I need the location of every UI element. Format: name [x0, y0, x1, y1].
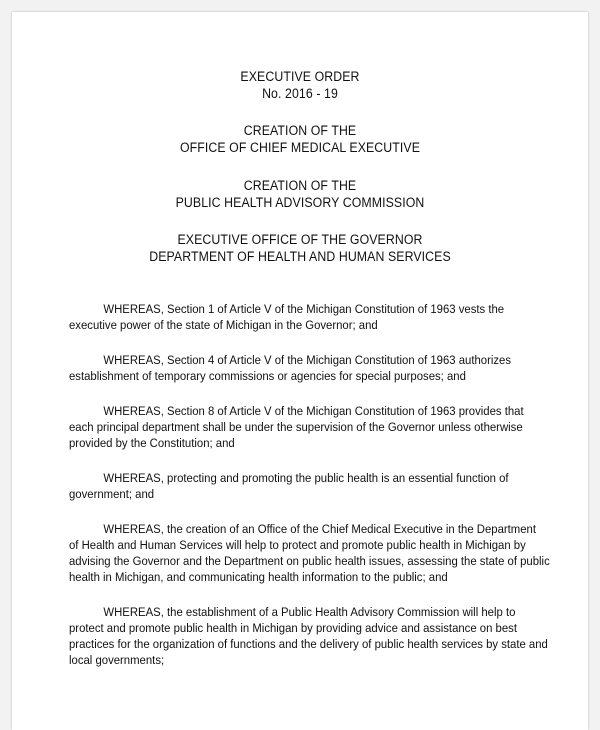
whereas-paragraph	[69, 521, 550, 585]
heading-line: DEPARTMENT OF HEALTH AND HUMAN SERVICES	[149, 249, 451, 264]
whereas-paragraph	[69, 604, 548, 668]
heading-line: PUBLIC HEALTH ADVISORY COMMISSION	[175, 195, 425, 210]
paragraph-line: of Health and Human Services will help to protect and promote public health in Michigan by	[69, 538, 526, 552]
paragraph-line: practices for the organization of functions and the delivery of public health services by state and	[69, 637, 548, 651]
paragraph-line: health in Michigan, and communicating health information to the public; and	[69, 570, 448, 584]
paragraph-line: WHEREAS, protecting and promoting the public health is an essential function of	[103, 471, 509, 485]
paragraph-line: each principal department shall be under the supervision of the Governor unless otherwise	[69, 420, 523, 434]
issuing-office-heading	[35, 231, 565, 265]
paragraph-line: executive power of the state of Michigan in the Governor; and	[69, 318, 378, 332]
paragraph-line: establishment of temporary commissions or agencies for special purposes; and	[69, 369, 466, 383]
commission-heading	[35, 177, 565, 211]
paragraph-line: WHEREAS, Section 4 of Article V of the Michigan Constitution of 1963 authorizes	[103, 353, 512, 367]
paragraph-line: WHEREAS, Section 1 of Article V of the Michigan Constitution of 1963 vests the	[103, 302, 505, 316]
paragraph-line: government; and	[69, 487, 155, 501]
document-page	[12, 12, 588, 730]
heading-line: EXECUTIVE OFFICE OF THE GOVERNOR	[177, 232, 423, 247]
paragraph-line: protect and promote public health in Michigan by providing advice and assistance on best	[69, 621, 517, 635]
paragraph-line: advising the Governor and the Department on public health issues, assessing the state of public	[69, 554, 550, 568]
paragraph-line: provided by the Constitution; and	[69, 436, 235, 450]
order-title-heading	[35, 68, 565, 102]
whereas-clauses	[69, 301, 550, 687]
office-heading	[35, 122, 565, 156]
paragraph-line: WHEREAS, the creation of an Office of the Chief Medical Executive in the Department	[103, 522, 537, 536]
heading-line: CREATION OF THE	[243, 123, 357, 138]
heading-line: OFFICE OF CHIEF MEDICAL EXECUTIVE	[179, 140, 421, 155]
paragraph-line: local governments;	[69, 653, 165, 667]
whereas-paragraph	[69, 470, 534, 502]
whereas-paragraph	[69, 403, 534, 451]
paragraph-line: WHEREAS, the establishment of a Public Health Advisory Commission will help to	[103, 605, 516, 619]
heading-line: CREATION OF THE	[243, 178, 357, 193]
whereas-paragraph	[69, 301, 534, 333]
heading-line: No. 2016 - 19	[262, 86, 338, 101]
heading-line: EXECUTIVE ORDER	[240, 69, 360, 84]
paragraph-line: WHEREAS, Section 8 of Article V of the Michigan Constitution of 1963 provides that	[103, 404, 524, 418]
whereas-paragraph	[69, 352, 534, 384]
